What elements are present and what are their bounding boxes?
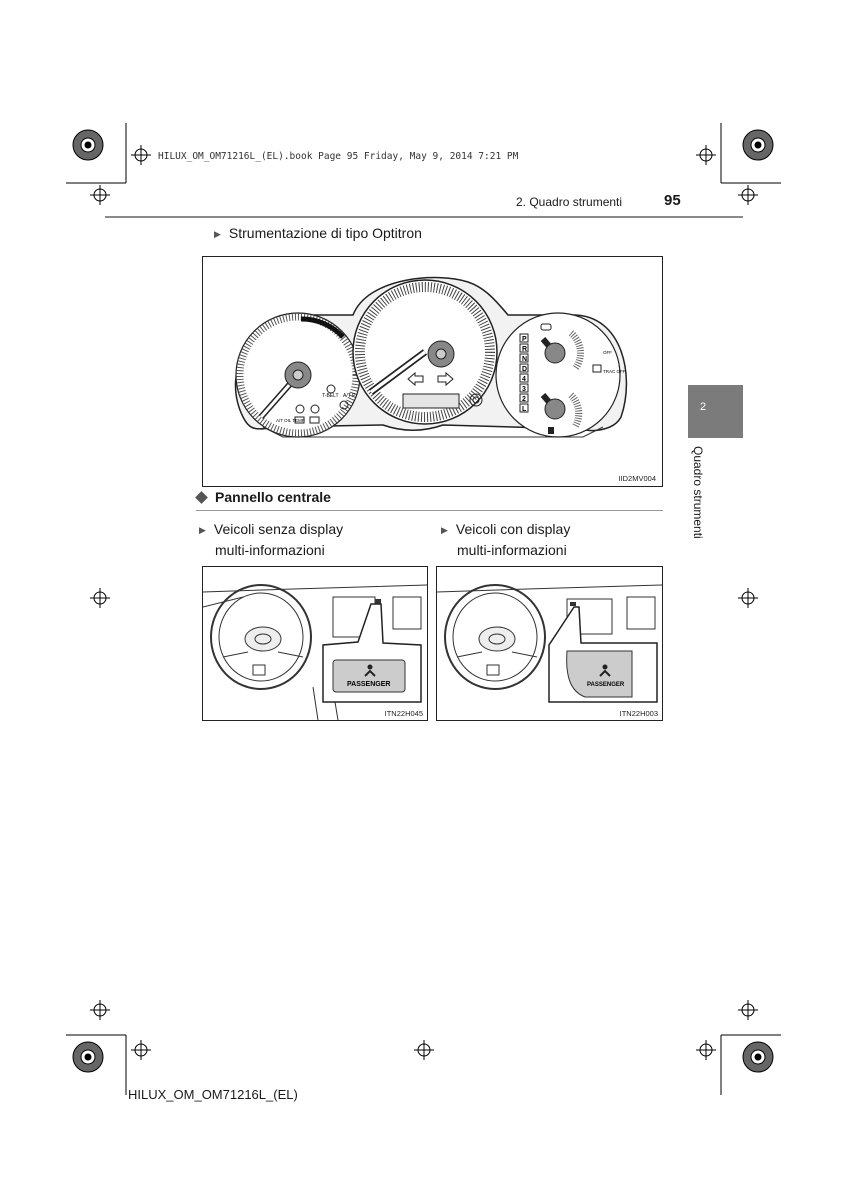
gear-label: 2 [522,396,526,403]
registration-target-tl [73,130,103,160]
crosshair-6 [738,588,758,608]
chapter-tab [688,385,743,438]
dashboard-illustration-right [437,567,662,720]
indicator-location-marker [570,602,576,606]
left-dashboard-figure [202,566,428,721]
registration-target-br [743,1042,773,1072]
left-figure-code: ITN22H045 [384,709,423,718]
left-variant-line1: Veicoli senza display [213,521,344,537]
right-dashboard-figure [436,566,663,721]
chapter-tab-label: Quadro strumenti [691,446,705,539]
passenger-indicator-panel [567,651,632,697]
crosshair-1 [131,145,151,165]
crosshair-2 [696,145,716,165]
at-oil-temp-label: A/T OIL TEMP [276,418,305,423]
right-variant-heading [441,520,570,560]
gear-label: P [522,336,527,343]
gear-label: L [522,406,527,413]
left-passenger-label: PASSENGER [347,681,391,688]
gear-label: R [522,346,528,353]
right-passenger-label: PASSENGER [587,682,625,688]
right-figure-code: ITN22H003 [619,709,658,718]
crosshair-9 [131,1040,151,1060]
instrument-cluster-illustration [203,257,662,486]
tbelt-label: T-BELT [322,393,339,399]
left-variant-heading [199,520,343,560]
right-variant-line1: Veicoli con display [455,521,571,537]
trac-off-label: TRAC OFF [603,369,626,374]
off-label: OFF [603,350,612,355]
crosshair-7 [90,1000,110,1020]
crosshair-10 [414,1040,434,1060]
registration-target-tr [743,130,773,160]
center-panel-rule [196,510,663,511]
triangle-bullet-icon: ▶ [214,229,221,239]
triangle-bullet-icon: ▶ [199,525,206,535]
left-variant-line2: multi-informazioni [215,542,325,558]
at-p-label: A/T P [343,393,356,399]
gear-label: 4 [522,376,526,383]
optitron-figure [202,256,663,487]
registration-target-bl [73,1042,103,1072]
optitron-figure-code: IID2MV004 [618,474,656,483]
triangle-bullet-icon: ▶ [441,525,448,535]
header-rule [105,216,743,218]
crosshair-5 [90,588,110,608]
gear-label: 3 [522,386,526,393]
gear-label: D [522,366,528,373]
crosshair-8 [738,1000,758,1020]
optitron-heading [214,225,422,241]
optitron-heading-text: Strumentazione di tipo Optitron [228,225,422,241]
footer-text: HILUX_OM_OM71216L_(EL) [128,1087,298,1102]
chapter-tab-number: 2 [700,401,707,413]
fuel-temp-gauges [496,313,620,437]
dashboard-illustration-left [203,567,427,720]
book-info: HILUX_OM_OM71216L_(EL).book Page 95 Friday, May 9, 2014 7:21 PM [158,151,519,162]
crosshair-4 [738,185,758,205]
gear-label: N [522,356,528,363]
crosshair-11 [696,1040,716,1060]
fuel-pump-icon [548,427,554,434]
running-head-section: 2. Quadro strumenti [516,195,623,209]
center-panel-title: Pannello centrale [215,489,331,505]
crosshair-3 [90,185,110,205]
page-number: 95 [664,192,681,209]
speedometer [353,280,497,424]
right-variant-line2: multi-informazioni [457,542,567,558]
